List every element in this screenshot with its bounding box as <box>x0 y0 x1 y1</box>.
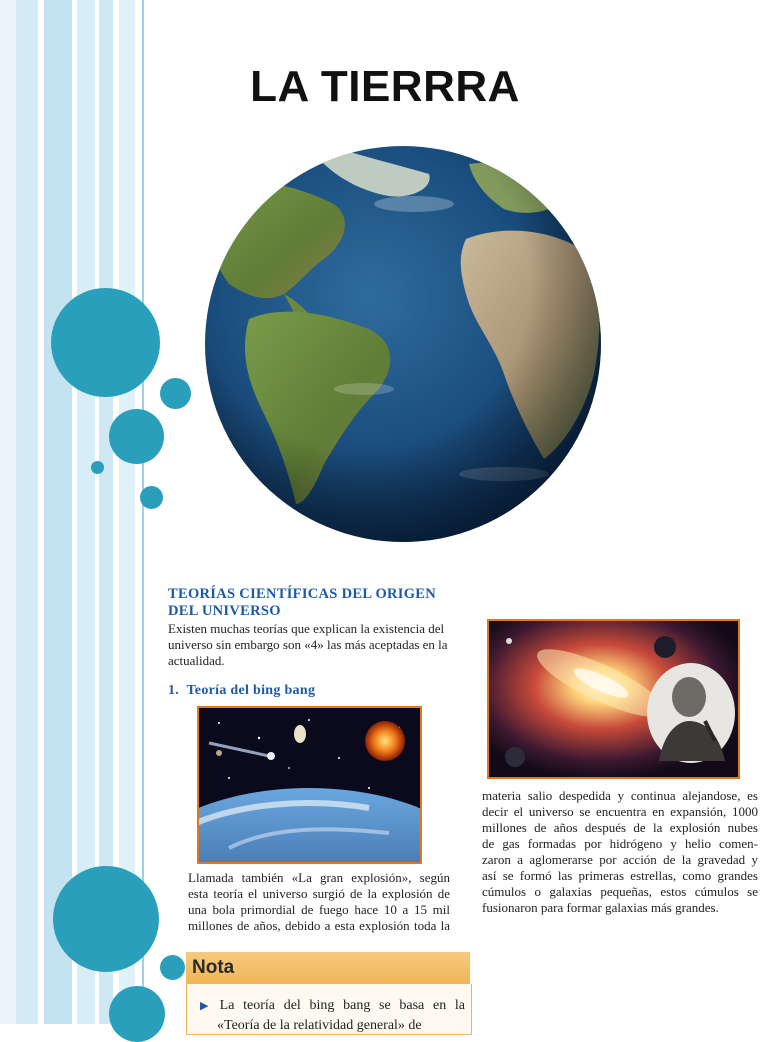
decorative-circle-small <box>160 378 191 409</box>
section-heading <box>168 586 453 620</box>
right-para-line: cúmulos o galaxias pequeñas, estos cúmulos se <box>482 884 758 899</box>
intro-line: actualidad. <box>168 653 225 668</box>
right-para-line: fusionaron para formar galaxias más grandes. <box>482 900 719 915</box>
decorative-circle-tiny <box>91 461 104 474</box>
galaxy-image <box>487 619 740 779</box>
intro-line: universo sin embargo son «4» las más aceptadas en la <box>168 637 448 652</box>
right-para-line: así se formó las primeras estrellas, como grandes <box>482 868 758 883</box>
decorative-circle-bottom-large <box>53 866 159 972</box>
intro-line: Existen muchas teorías que explican la existencia del <box>168 621 445 636</box>
nota-line-text: La teoría del bing bang se basa en la <box>219 998 465 1013</box>
nota-line-text: «Teoría de la relatividad general» de <box>217 1018 422 1033</box>
section-heading-line-2: DEL UNIVERSO <box>168 603 281 619</box>
left-para-line: una bola primordial de fuego hace 10 a 15 mil <box>188 902 450 917</box>
nota-line <box>200 996 465 1016</box>
nota-line <box>200 1016 465 1035</box>
subheading-big-bang: 1. Teoría del bing bang <box>168 683 316 698</box>
nota-label: Nota <box>192 957 235 978</box>
earth-globe-image <box>204 144 602 544</box>
section-heading-line-1: TEORÍAS CIENTÍFICAS DEL ORIGEN <box>168 586 437 602</box>
slide-title: LA TIERRRA <box>250 62 520 111</box>
left-para-line: Llamada también «La gran explosión», según <box>188 870 450 885</box>
decorative-circle-medium <box>109 409 164 464</box>
decorative-circle-large <box>51 288 160 397</box>
left-paragraph <box>188 870 450 934</box>
right-para-line: de gas formadas por hidrógeno y helio comen- <box>482 836 758 851</box>
right-paragraph <box>482 788 758 916</box>
right-para-line: materia salio despedida y continua alejandose, es <box>482 788 758 803</box>
portrait <box>647 663 735 763</box>
right-para-line: millones de años después de la explosión nubes <box>482 820 758 835</box>
bigbang-image <box>197 706 422 864</box>
decorative-circle-bottom-medium <box>109 986 165 1042</box>
left-para-line: esta teoría el universo surgió de la explosión de <box>188 886 450 901</box>
nota-text <box>200 996 465 1035</box>
left-para-line: millones de años, debido a esta explosión toda la <box>188 918 450 933</box>
right-para-line: zaron a aglomerarse por acción de la gravedad y <box>482 852 758 867</box>
decorative-circle-bottom-small <box>160 955 185 980</box>
decorative-circle-small-2 <box>140 486 163 509</box>
right-para-line: decir el universo se encuentra en expansión, 1000 <box>482 804 758 819</box>
bullet-arrow-icon: ▶ <box>200 1000 214 1012</box>
intro-paragraph <box>168 621 453 669</box>
